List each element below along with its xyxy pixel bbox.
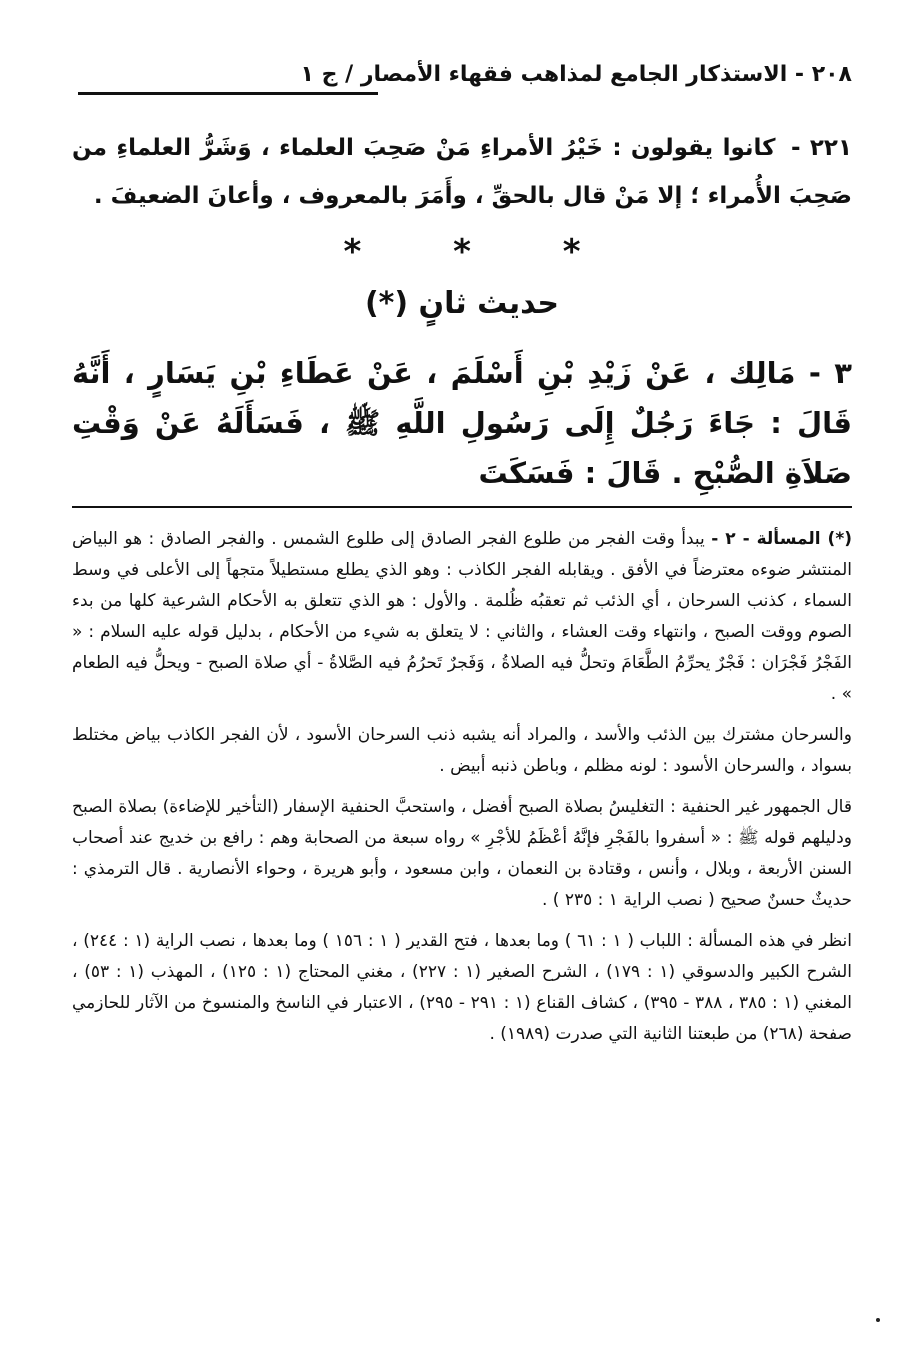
footnote-text-1: يبدأ وقت الفجر من طلوع الفجر الصادق إلى طلوع الشمس . والفجر الصادق : هو البياض المنتشر ضوءه معترضاً في الأفق . ويقابله الفجر الكاذب : وهو الذي يطلع مستطيلاً متجهاً إلى الأعلى في وسط السماء ، كذنب السرحان ، أي الذئب ثم تعقبُه ظُلمة . والأول : هو الذي تتعلق به الأحكام الشرعية كلها من بدء الصوم ووقت الصبح ، وانتهاء وقت العشاء ، والثاني : لا يتعلق به شيء من الأحكام ، بدليل قوله عليه السلام : « الفَجْرُ فَجْرَان : فَجْرٌ يحرِّمُ الطَّعَامَ وتحلُّ فيه الصلاةُ ، وَفَجرٌ تَحرُمُ فيه الصَّلاةُ - أي صلاة الصبح - ويحلُّ فيه الطعام » . <box>72 529 852 704</box>
hadith-paragraph <box>72 348 852 498</box>
hadith-title: حديث ثانٍ (*) <box>364 286 560 321</box>
footnote-paragraph-3: قال الجمهور غير الحنفية : التغليسُ بصلاة الصبح أفضل ، واستحبَّ الحنفية الإسفار (التأخير للإضاءة) بصلاة الصبح ودليلهم قوله ﷺ : « أسفروا بالفَجْرِ فإنَّهُ أعْظَمُ للأجْرِ » رواه سبعة من الصحابة وهم : رافع بن خديج عند أصحاب السنن الأربعة ، وبلال ، وأنس ، وقتادة بن النعمان ، وابن مسعود ، وأبو هريرة ، وحواء الأنصارية . قال الترمذي : حديثٌ حسنٌ صحيح ( نصب الراية ١ : ٢٣٥ ) . <box>72 797 852 910</box>
footnotes <box>72 524 852 1050</box>
footnote-paragraph-2: والسرحان مشترك بين الذئب والأسد ، والمراد أنه يشبه ذنب السرحان الأسود ، لأن الفجر الكاذب بياض مختلط بسواد ، والسرحان الأسود : لونه مظلم ، وباطن ذنبه أبيض . <box>72 725 852 776</box>
hadith-text: مَالِك ، عَنْ زَيْدِ بْنِ أَسْلَمَ ، عَنْ عَطَاءِ بْنِ يَسَارٍ ، أَنَّهُ قَالَ : جَاءَ رَجُلٌ إِلَى رَسُولِ اللَّهِ ﷺ ، فَسَأَلَهُ عَنْ وَقْتِ صَلاَةِ الصُّبْحِ . قَالَ : فَسَكَتَ <box>72 356 852 490</box>
running-header <box>72 50 852 96</box>
header-rule <box>78 92 378 95</box>
footnote-paragraph-4: انظر في هذه المسألة : اللباب ( ١ : ٦١ ) وما بعدها ، فتح القدير ( ١ : ١٥٦ ) وما بعدها ، نصب الراية (١ : ٢٤٤) ، الشرح الكبير والدسوقي (١ : ١٧٩) ، الشرح الصغير (١ : ٢٢٧) ، مغني المحتاج (١ : ١٢٥) ، المهذب (١ : ٥٣) ، المغني (١ : ٣٨٥ ، ٣٨٨ - ٣٩٥) ، كشاف القناع (١ : ٢٩١ - ٢٩٥) ، الاعتبار في الناسخ والمنسوخ من الآثار للحازمي صفحة (٢٦٨) من طبعتنا الثانية التي صدرت (١٩٨٩) . <box>72 931 852 1044</box>
running-title: ٢٠٨ - الاستذكار الجامع لمذاهب فقهاء الأمصار / ج ١ <box>300 62 852 87</box>
hadith-number: ٣ - <box>808 356 852 390</box>
footnote-paragraph-1 <box>72 524 852 710</box>
section-separator: * * * <box>343 232 621 272</box>
athar-paragraph <box>72 124 852 220</box>
footnote-separator-rule <box>72 506 852 508</box>
scan-speck <box>876 1318 880 1322</box>
athar-number: ٢٢١ - <box>790 135 852 161</box>
footnote-label: (*) المسألة - ٢ - <box>711 529 852 549</box>
book-page <box>72 50 852 1060</box>
athar-text: كانوا يقولون : خَيْرُ الأمراءِ مَنْ صَحِبَ العلماء ، وَشَرُّ العلماءِ من صَحِبَ الأُمراء ؛ إلا مَنْ قال بالحقِّ ، وأَمَرَ بالمعروف ، وأعانَ الضعيفَ . <box>72 135 852 209</box>
